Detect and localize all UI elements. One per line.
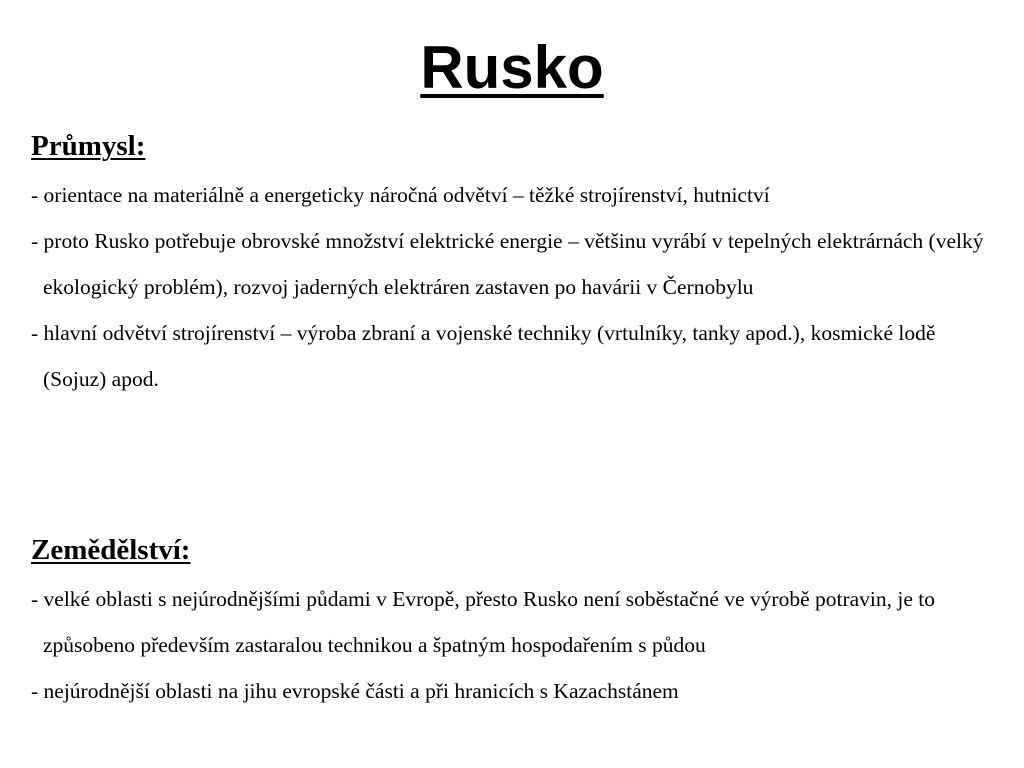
slide-title [0,28,1024,108]
section-agriculture [31,530,1001,714]
slide-title-text: Rusko [420,34,604,101]
bullet-agriculture-1: - velké oblasti s nejúrodnějšími půdami v Evropě, přesto Rusko není soběstačné ve výrobě potravin, je to způsobeno především zastaralou technikou a špatným hospodařením s půdou [31,587,935,657]
section-heading-agriculture: Zemědělství: [31,534,191,566]
bullet-industry-3: - hlavní odvětví strojírenství – výroba zbraní a vojenské techniky (vrtulníky, tanky apod.), kosmické lodě (Sojuz) apod. [31,321,936,391]
bullet-industry-1: - orientace na materiálně a energeticky náročná odvětví – těžké strojírenství, hutnictví [31,183,770,207]
bullet-industry-2: - proto Rusko potřebuje obrovské množství elektrické energie – většinu vyrábí v tepelných elektrárnách (velký ekologický problém), rozvoj jaderných elektráren zastaven po havárii v Černobylu [31,229,984,299]
bullet-agriculture-2: - nejúrodnější oblasti na jihu evropské části a při hranicích s Kazachstánem [31,679,679,703]
section-industry [31,126,1001,402]
section-heading-industry: Průmysl: [31,130,146,162]
